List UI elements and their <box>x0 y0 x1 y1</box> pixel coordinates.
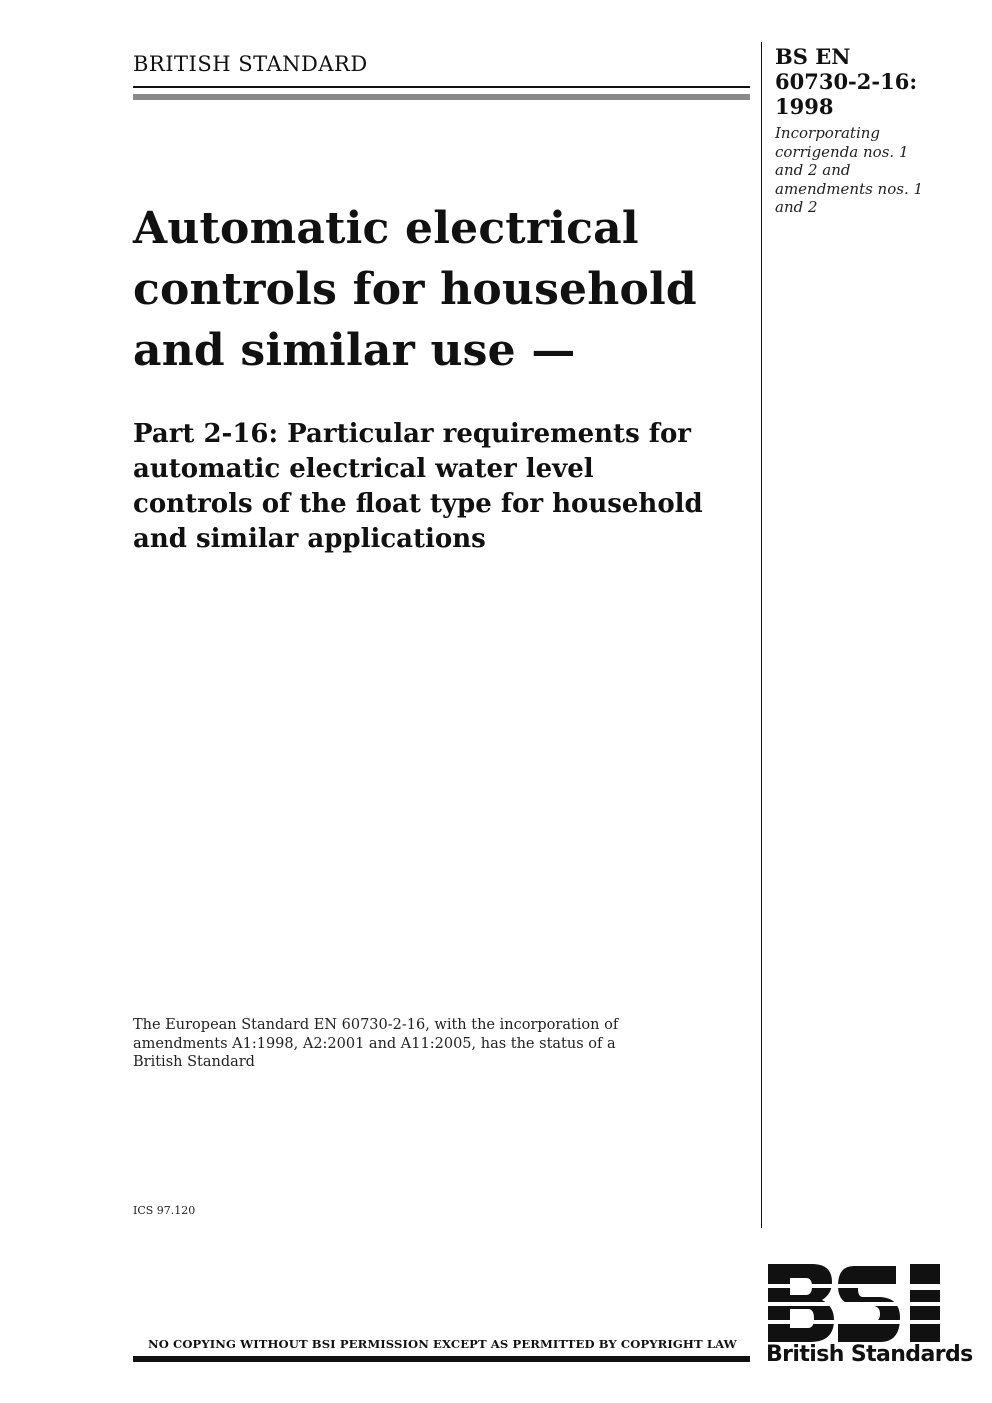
bsi-brand-text: British Standards <box>766 1342 973 1367</box>
amendments-note-line: and 2 and <box>775 161 851 179</box>
header-rule-gray <box>133 94 750 100</box>
status-statement-line: The European Standard EN 60730-2-16, with the incorporation of <box>133 1017 619 1033</box>
standard-number-line: 60730-2-16: <box>775 69 918 94</box>
amendments-note-line: amendments nos. 1 <box>775 179 924 198</box>
standard-number-line: 1998 <box>775 94 834 119</box>
footer-rule <box>133 1356 750 1362</box>
amendments-note-line: and 2 <box>775 198 818 216</box>
amendments-note-line: corrigenda nos. 1 <box>775 142 909 161</box>
status-statement-line: amendments A1:1998, A2:2001 and A11:2005, has the status of a <box>133 1035 616 1052</box>
amendments-note-line: Incorporating <box>775 124 881 142</box>
header-rule-thin <box>133 86 750 88</box>
bsi-logo-icon <box>766 1262 946 1344</box>
main-title-line: and similar use — <box>133 325 576 376</box>
main-title-line: controls for household <box>133 264 697 315</box>
part-subtitle-line: controls of the float type for household <box>133 489 703 519</box>
standard-number-line: BS EN <box>775 44 851 69</box>
status-statement <box>133 1016 693 1072</box>
part-subtitle <box>133 417 758 557</box>
amendments-note <box>775 124 965 217</box>
bsi-logo-mark <box>766 1262 946 1344</box>
part-subtitle-line: Part 2-16: Particular requirements for <box>133 419 691 449</box>
ics-code: ICS 97.120 <box>133 1204 196 1217</box>
status-statement-line: British Standard <box>133 1054 255 1070</box>
copyright-notice: NO COPYING WITHOUT BSI PERMISSION EXCEPT AS PERMITTED BY COPYRIGHT LAW <box>148 1337 737 1351</box>
standard-number <box>775 44 975 119</box>
main-title-line: Automatic electrical <box>133 203 639 254</box>
document-type-label: BRITISH STANDARD <box>133 52 368 76</box>
main-title <box>133 198 753 381</box>
sidebar-divider <box>761 42 762 1228</box>
part-subtitle-line: and similar applications <box>133 524 486 554</box>
part-subtitle-line: automatic electrical water level <box>133 454 594 484</box>
